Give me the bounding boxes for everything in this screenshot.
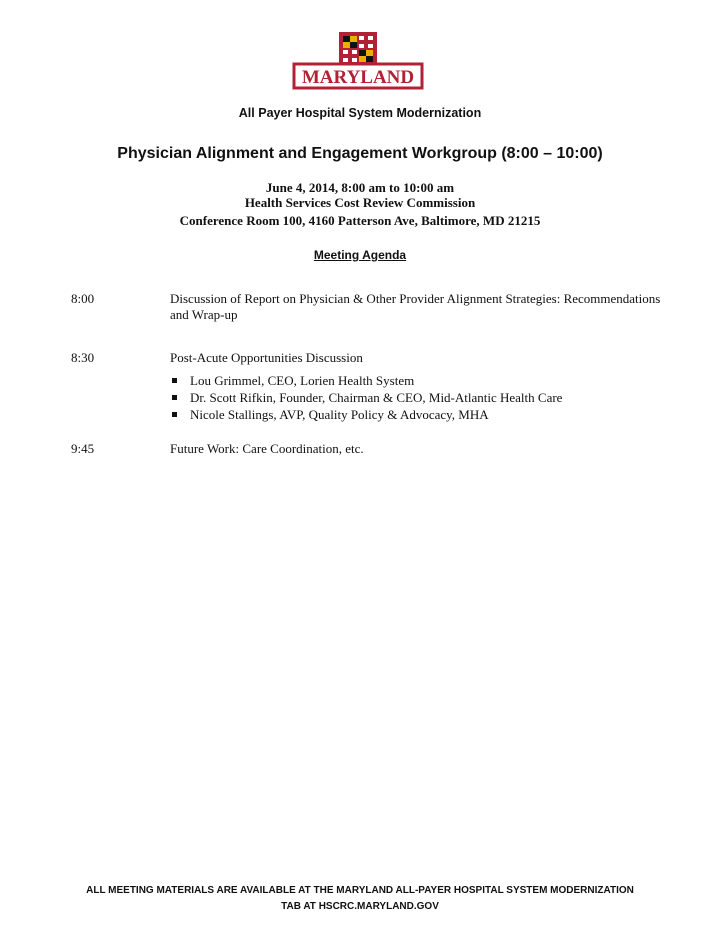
agenda-item-description <box>170 291 670 323</box>
footer-line: TAB AT HSCRC.MARYLAND.GOV <box>281 901 439 912</box>
program-title: All Payer Hospital System Modernization <box>238 106 482 120</box>
speaker-item: Dr. Scott Rifkin, Founder, Chairman & CEO, Mid-Atlantic Health Care <box>170 389 562 406</box>
agenda-time: 9:45 <box>71 441 95 456</box>
agenda-heading: Meeting Agenda <box>313 248 407 262</box>
maryland-logo <box>291 30 425 92</box>
workgroup-title: Physician Alignment and Engagement Workgroup (8:00 – 10:00) <box>117 145 603 162</box>
agenda-item-title: Post-Acute Opportunities Discussion <box>170 350 363 365</box>
agenda-item-line: and Wrap-up <box>170 307 238 322</box>
agenda-item-line: Discussion of Report on Physician & Other Provider Alignment Strategies: Recommendations <box>170 291 661 306</box>
logo-wordmark: MARYLAND <box>301 67 415 88</box>
bullet-square-icon <box>172 412 177 417</box>
footer-note <box>0 883 720 915</box>
agenda-item-title: Future Work: Care Coordination, etc. <box>170 441 364 456</box>
maryland-flag-icon <box>339 32 377 66</box>
meeting-location: Conference Room 100, 4160 Patterson Ave, Baltimore, MD 21215 <box>179 213 541 228</box>
footer-line: ALL MEETING MATERIALS ARE AVAILABLE AT THE MARYLAND ALL-PAYER HOSPITAL SYSTEM MODERNIZATION <box>86 885 634 896</box>
meeting-date-time: June 4, 2014, 8:00 am to 10:00 am <box>265 180 455 195</box>
speaker-item: Nicole Stallings, AVP, Quality Policy & Advocacy, MHA <box>170 406 562 423</box>
bullet-square-icon <box>172 378 177 383</box>
speaker-list <box>170 372 562 423</box>
bullet-square-icon <box>172 395 177 400</box>
agenda-time: 8:30 <box>71 350 95 365</box>
agenda-time: 8:00 <box>71 291 95 306</box>
meeting-organization: Health Services Cost Review Commission <box>244 195 476 210</box>
speaker-item: Lou Grimmel, CEO, Lorien Health System <box>170 372 562 389</box>
